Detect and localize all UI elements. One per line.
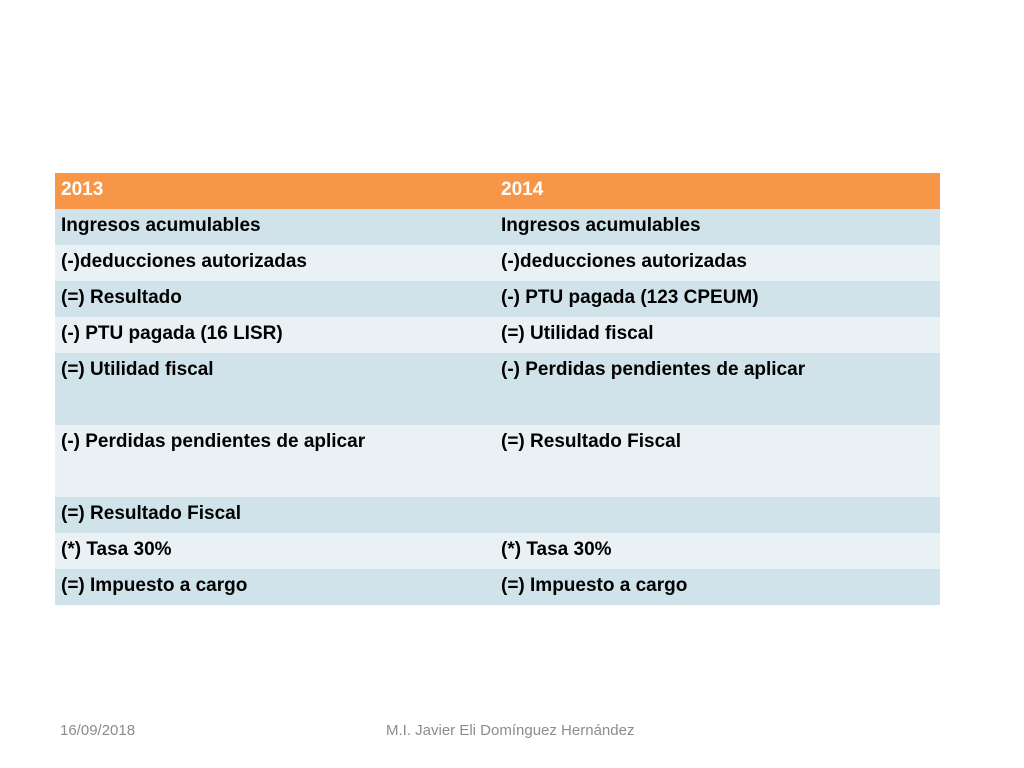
cell-2014: (=) Impuesto a cargo (495, 569, 940, 605)
cell-2014: (-) Perdidas pendientes de aplicar (495, 353, 940, 425)
cell-2013: Ingresos acumulables (55, 209, 495, 245)
table-row (55, 209, 940, 245)
cell-2013: (=) Impuesto a cargo (55, 569, 495, 605)
table-row (55, 317, 940, 353)
comparison-table (55, 173, 940, 605)
cell-2014: (=) Resultado Fiscal (495, 425, 940, 497)
cell-2014: (-)deducciones autorizadas (495, 245, 940, 281)
table-row (55, 569, 940, 605)
cell-2014: (*) Tasa 30% (495, 533, 940, 569)
cell-2013: (-) PTU pagada (16 LISR) (55, 317, 495, 353)
table-row (55, 353, 940, 425)
cell-2014: Ingresos acumulables (495, 209, 940, 245)
table-row (55, 245, 940, 281)
cell-2013: (-)deducciones autorizadas (55, 245, 495, 281)
footer-author: M.I. Javier Eli Domínguez Hernández (386, 722, 635, 739)
header-2013: 2013 (55, 173, 495, 209)
cell-2013: (=) Utilidad fiscal (55, 353, 495, 425)
cell-2014: (=) Utilidad fiscal (495, 317, 940, 353)
header-2014: 2014 (495, 173, 940, 209)
cell-2013: (-) Perdidas pendientes de aplicar (55, 425, 495, 497)
cell-2013: (=) Resultado Fiscal (55, 497, 495, 533)
table-row (55, 281, 940, 317)
cell-2014 (495, 497, 940, 533)
table-row (55, 533, 940, 569)
table-header-row (55, 173, 940, 209)
table-row (55, 497, 940, 533)
table-row (55, 425, 940, 497)
footer-date: 16/09/2018 (60, 722, 136, 739)
cell-2014: (-) PTU pagada (123 CPEUM) (495, 281, 940, 317)
cell-2013: (=) Resultado (55, 281, 495, 317)
cell-2013: (*) Tasa 30% (55, 533, 495, 569)
